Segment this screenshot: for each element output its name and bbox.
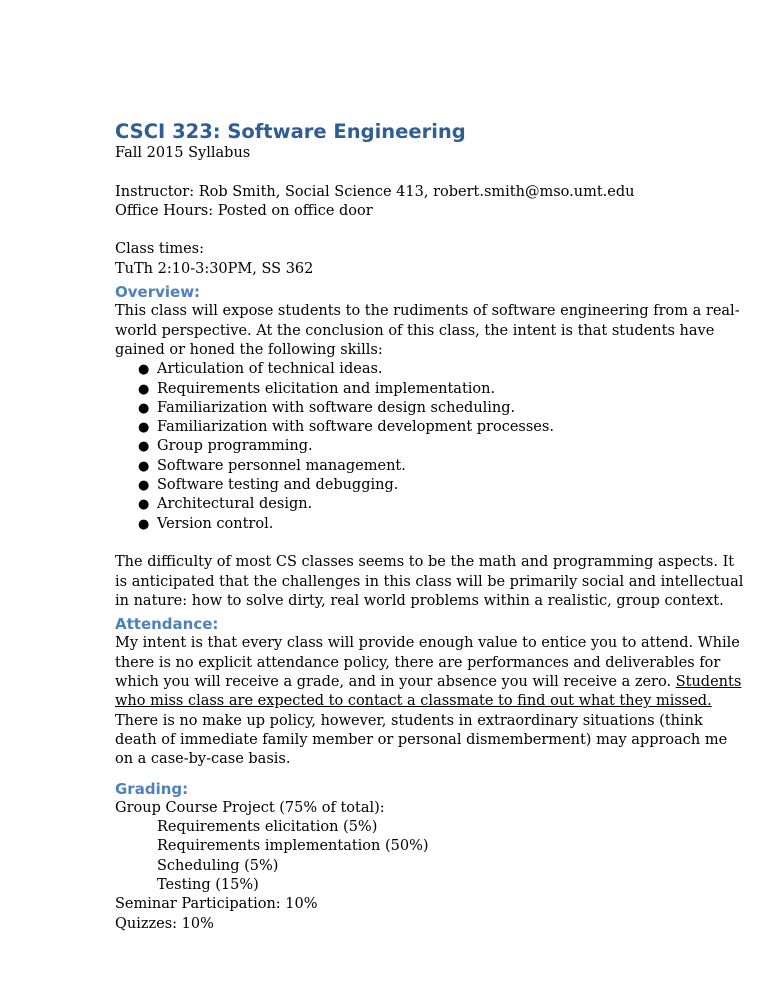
bullet-icon: ●	[138, 478, 150, 494]
list-item: ● Version control.	[138, 515, 675, 534]
overview-closing-paragraph	[115, 553, 744, 611]
attendance-paragraph	[115, 634, 742, 769]
attendance-line: There is no make up policy, however, students in extraordinary situations (think	[115, 712, 703, 729]
bullet-icon: ●	[138, 439, 150, 455]
grading-quizzes: Quizzes: 10%	[115, 915, 214, 932]
document-subtitle: Fall 2015 Syllabus	[115, 145, 251, 161]
bullet-icon: ●	[138, 362, 150, 378]
bullet-icon: ●	[138, 497, 150, 513]
overview-closing-line: The difficulty of most CS classes seems to be the math and programming aspects. It	[115, 554, 735, 571]
syllabus-content	[115, 120, 744, 934]
grading-list	[115, 799, 675, 934]
attendance-line: which you will receive a grade, and in your absence you will receive a zero. Students	[115, 674, 742, 691]
attendance-heading: Attendance:	[115, 615, 219, 634]
overview-closing-line: is anticipated that the challenges in this class will be primarily social and intellectual	[115, 573, 744, 590]
class-times-label: Class times:	[115, 241, 204, 258]
overview-paragraph	[115, 302, 740, 360]
list-item: ● Software testing and debugging.	[138, 476, 675, 495]
grading-project-label: Group Course Project (75% of total):	[115, 799, 385, 816]
list-item: ● Software personnel management.	[138, 457, 675, 476]
overview-line: world perspective. At the conclusion of this class, the intent is that students have	[115, 322, 715, 339]
grading-heading: Grading:	[115, 779, 189, 798]
list-item: ● Group programming.	[138, 437, 675, 456]
office-hours-line: Office Hours: Posted on office door	[115, 202, 373, 219]
skills-list	[115, 360, 675, 534]
attendance-line: My intent is that every class will provide enough value to entice you to attend. While	[115, 635, 740, 652]
instructor-line: Instructor: Rob Smith, Social Science 413, robert.smith@mso.umt.edu	[115, 183, 635, 200]
attendance-line: death of immediate family member or personal dismemberment) may approach me	[115, 731, 728, 748]
attendance-line: there is no explicit attendance policy, there are performances and deliverables for	[115, 654, 721, 671]
attendance-emphasis: who miss class are expected to contact a classmate to find out what they missed.	[115, 693, 712, 710]
bullet-icon: ●	[138, 516, 150, 532]
overview-heading: Overview:	[115, 283, 201, 302]
list-item: ● Requirements elicitation and implementation.	[138, 380, 675, 399]
overview-line: This class will expose students to the rudiments of software engineering from a real-	[115, 303, 740, 320]
list-item: ● Familiarization with software design scheduling.	[138, 399, 675, 418]
bullet-icon: ●	[138, 381, 150, 397]
grading-item: Requirements implementation (50%)	[157, 838, 429, 855]
grading-seminar: Seminar Participation: 10%	[115, 896, 318, 913]
list-item: ● Familiarization with software development processes.	[138, 418, 675, 437]
bullet-icon: ●	[138, 458, 150, 474]
list-item: ● Articulation of technical ideas.	[138, 360, 675, 379]
attendance-emphasis: Students	[675, 674, 742, 691]
document-title: CSCI 323: Software Engineering	[115, 120, 466, 143]
grading-item: Testing (15%)	[157, 876, 259, 893]
overview-closing-line: in nature: how to solve dirty, real world problems within a realistic, group context.	[115, 592, 724, 609]
list-item: ● Architectural design.	[138, 495, 675, 514]
bullet-icon: ●	[138, 420, 150, 436]
grading-item: Requirements elicitation (5%)	[157, 819, 378, 836]
attendance-line: on a case-by-case basis.	[115, 751, 291, 768]
grading-item: Scheduling (5%)	[157, 857, 279, 874]
class-times-value: TuTh 2:10-3:30PM, SS 362	[115, 260, 314, 277]
bullet-icon: ●	[138, 400, 150, 416]
attendance-line	[115, 692, 712, 711]
overview-line: gained or honed the following skills:	[115, 341, 383, 358]
